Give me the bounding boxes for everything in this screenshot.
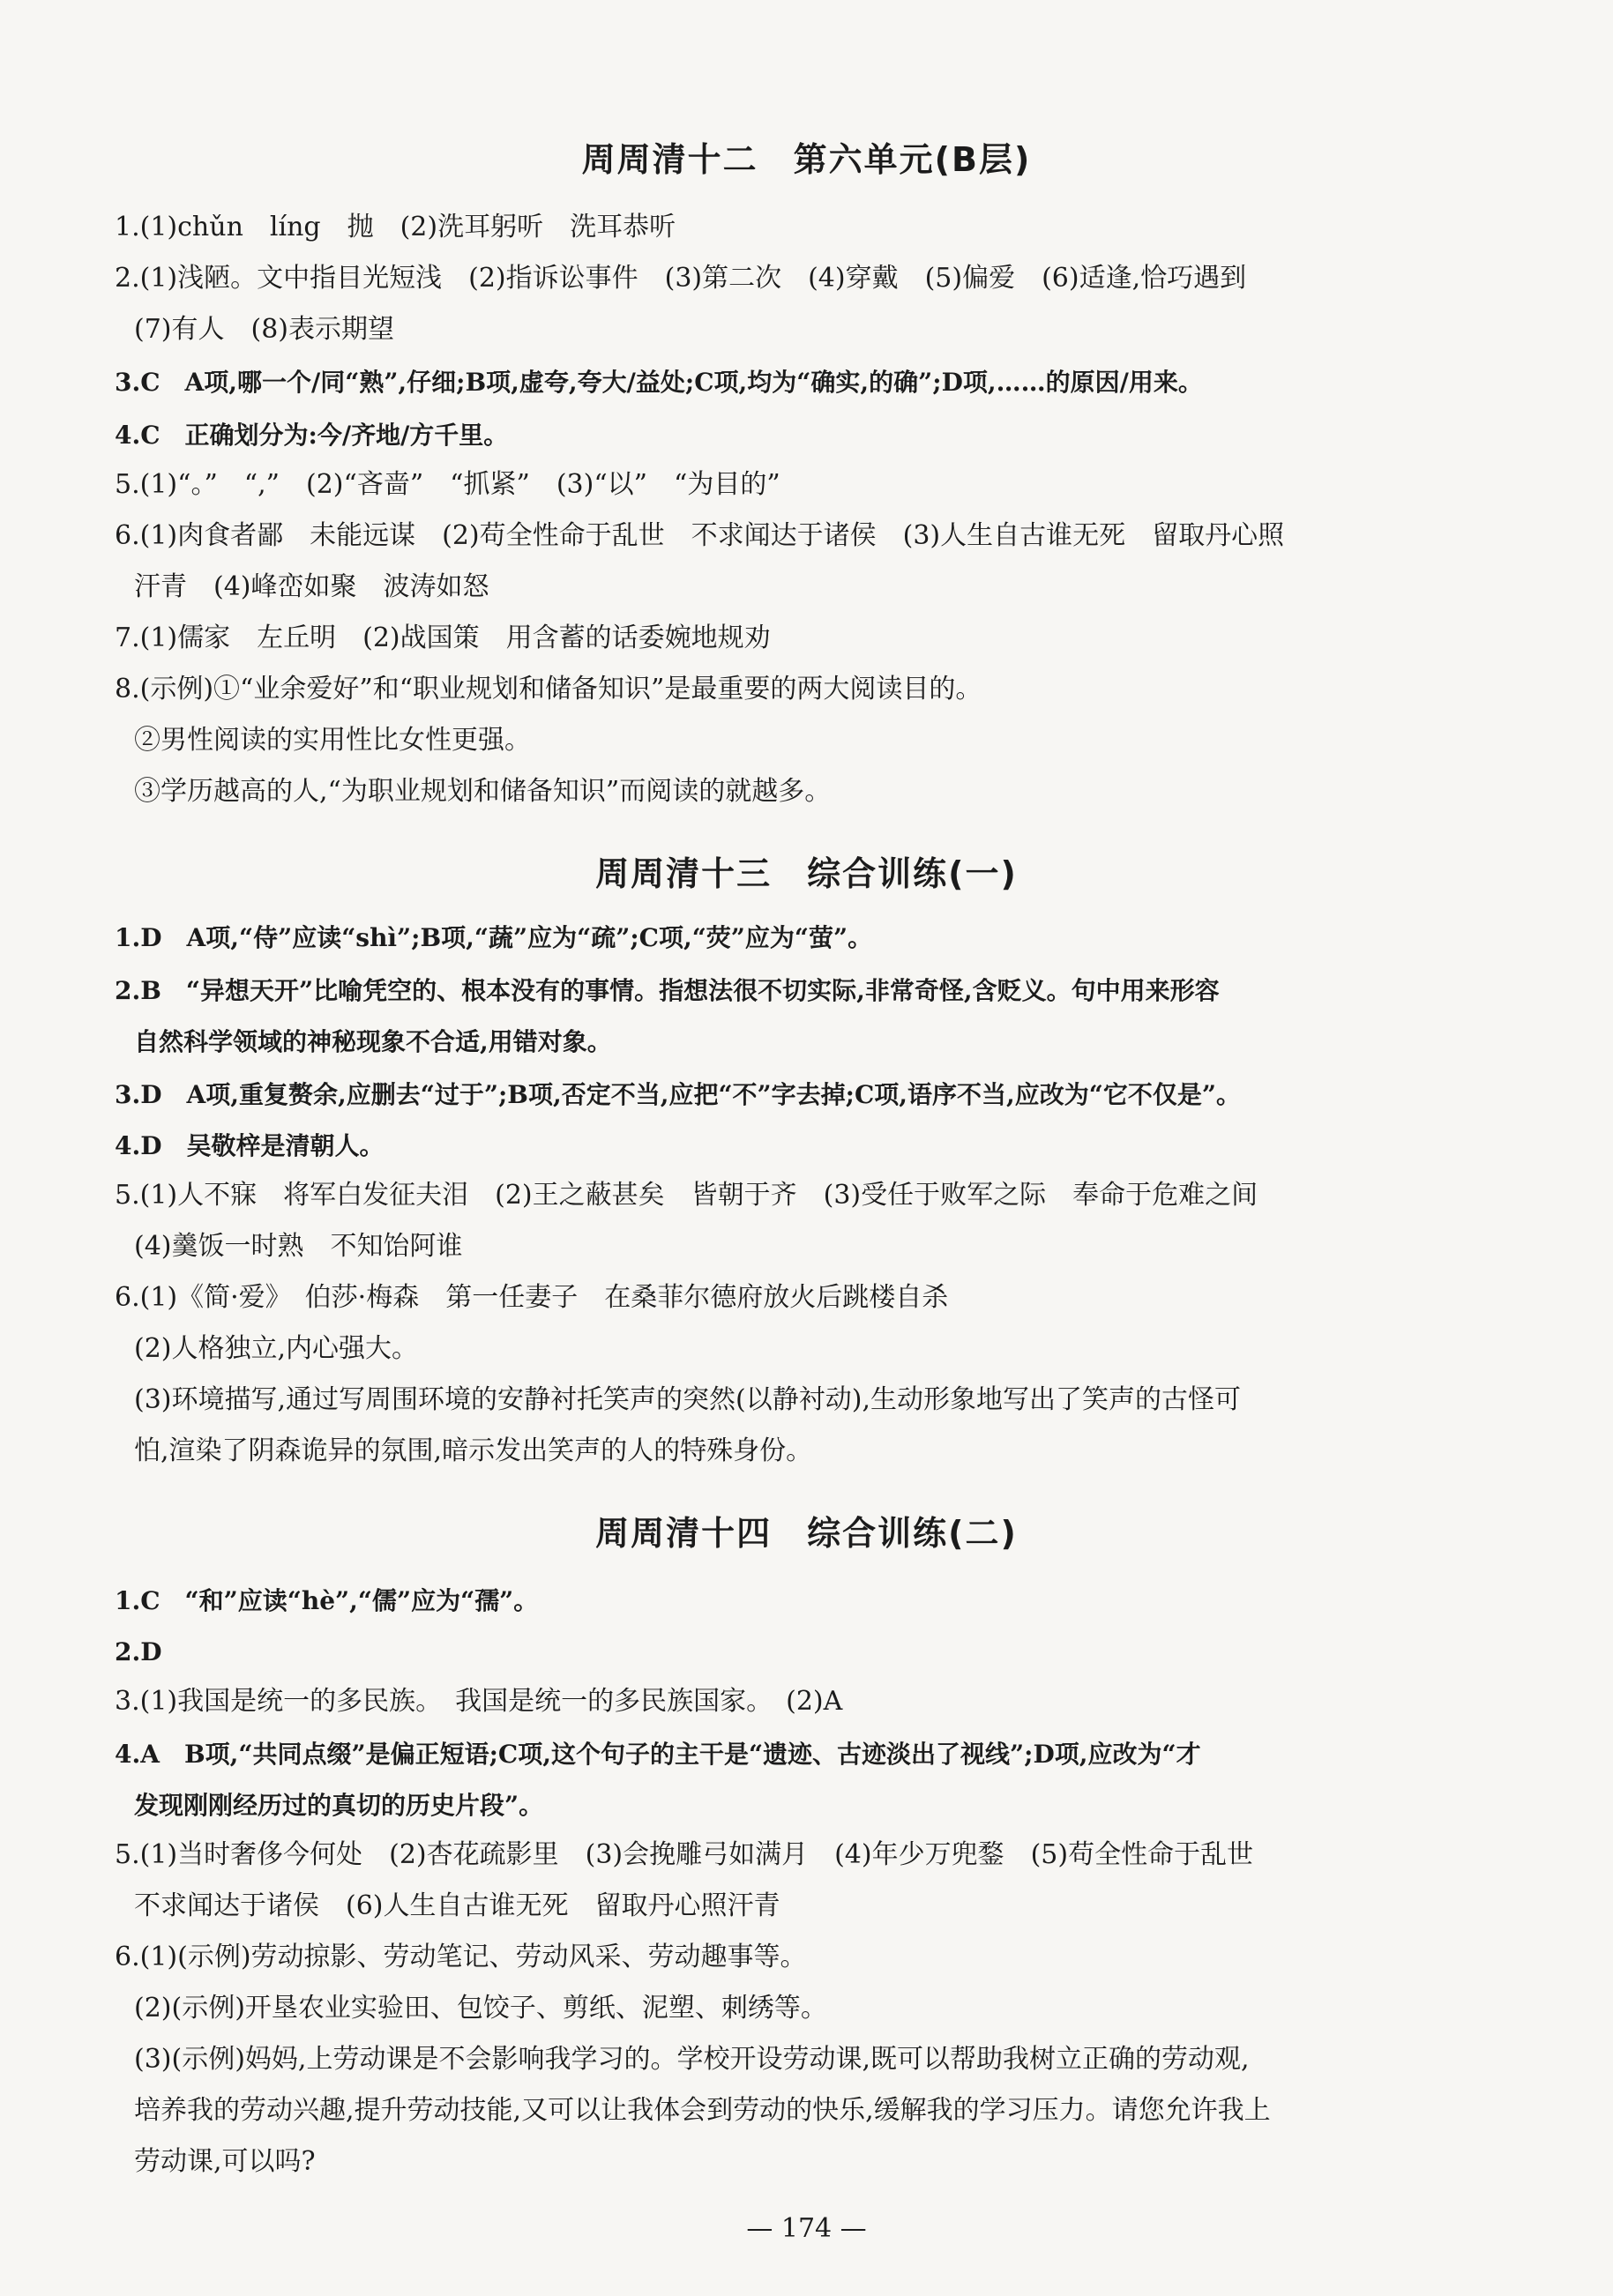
answer-line: (3)环境描写,通过写周围环境的安静衬托笑声的突然(以静衬动),生动形象地写出了笑声的古怪可 — [134, 1384, 1241, 1415]
answer-line: (7)有人 (8)表示期望 — [134, 314, 394, 345]
answer-line: 1.C “和”应读“hè”,“儒”应为“孺”。 — [115, 1586, 539, 1615]
answer-line: 怕,渲染了阴森诡异的氛围,暗示发出笑声的人的特殊身份。 — [134, 1435, 813, 1466]
answer-line: 培养我的劳动兴趣,提升劳动技能,又可以让我体会到劳动的快乐,缓解我的学习压力。请您允许我上 — [134, 2095, 1271, 2126]
answer-line: 发现刚刚经历过的真切的历史片段”。 — [134, 1791, 544, 1820]
answer-line: 5.(1)当时奢侈今何处 (2)杏花疏影里 (3)会挽雕弓如满月 (4)年少万兜鍪 (5)苟全性命于乱世 — [115, 1839, 1254, 1870]
answer-line: (2)人格独立,内心强大。 — [134, 1333, 419, 1364]
section-title-14: 周周清十四 综合训练(二) — [595, 1514, 1018, 1553]
answer-line: 3.D A项,重复赘余,应删去“过于”;B项,否定不当,应把“不”字去掉;C项,语序不当,应改为“它不仅是”。 — [115, 1080, 1241, 1109]
answer-line: 1.D A项,“侍”应读“shì”;B项,“蔬”应为“疏”;C项,“荧”应为“萤”。 — [115, 923, 873, 952]
section-title-12: 周周清十二 第六单元(B层) — [581, 140, 1032, 179]
answer-line: (3)(示例)妈妈,上劳动课是不会影响我学习的。学校开设劳动课,既可以帮助我树立正确的劳动观, — [134, 2044, 1250, 2075]
answer-line: 3.(1)我国是统一的多民族。 我国是统一的多民族国家。 (2)A — [115, 1686, 843, 1717]
answer-line: 2.B “异想天开”比喻凭空的、根本没有的事情。指想法很不切实际,非常奇怪,含贬义。句中用来形容 — [115, 976, 1220, 1005]
page-number: — 174 — — [746, 2213, 867, 2244]
answer-line: 劳动课,可以吗? — [134, 2146, 316, 2177]
answer-line: 8.(示例)①“业余爱好”和“职业规划和储备知识”是最重要的两大阅读目的。 — [115, 674, 982, 704]
answer-line: 1.(1)chǔn líng 抛 (2)洗耳躬听 洗耳恭听 — [115, 212, 676, 242]
answer-line: 4.A B项,“共同点缀”是偏正短语;C项,这个句子的主干是“遗迹、古迹淡出了视线”;D项,应改为“才 — [115, 1740, 1201, 1769]
answer-line: 5.(1)“。” “,” (2)“吝啬” “抓紧” (3)“以” “为目的” — [115, 469, 780, 500]
answer-line: 4.D 吴敬梓是清朝人。 — [115, 1131, 385, 1160]
answer-line: 汗青 (4)峰峦如聚 波涛如怒 — [134, 571, 489, 602]
answer-line: (2)(示例)开垦农业实验田、包饺子、剪纸、泥塑、刺绣等。 — [134, 1993, 827, 2024]
answer-line: 自然科学领域的神秘现象不合适,用错对象。 — [134, 1027, 612, 1056]
answer-line: 2.(1)浅陋。文中指目光短浅 (2)指诉讼事件 (3)第二次 (4)穿戴 (5)偏爱 (6)适逢,恰巧遇到 — [115, 263, 1247, 294]
answer-line: 7.(1)儒家 左丘明 (2)战国策 用含蓄的话委婉地规劝 — [115, 622, 771, 653]
answer-line: 2.D — [115, 1637, 162, 1666]
answer-line: 5.(1)人不寐 将军白发征夫泪 (2)王之蔽甚矣 皆朝于齐 (3)受任于败军之际 奉命于危难之间 — [115, 1180, 1258, 1211]
answer-line: (4)羹饭一时熟 不知饴阿谁 — [134, 1231, 463, 1262]
answer-line: 不求闻达于诸侯 (6)人生自古谁无死 留取丹心照汗青 — [134, 1890, 780, 1921]
answer-line: ③学历越高的人,“为职业规划和储备知识”而阅读的就越多。 — [134, 776, 832, 807]
answer-line: 6.(1)(示例)劳动掠影、劳动笔记、劳动风采、劳动趣事等。 — [115, 1942, 807, 1972]
section-title-13: 周周清十三 综合训练(一) — [595, 854, 1018, 893]
answer-line: 6.(1)《简·爱》 伯莎·梅森 第一任妻子 在桑菲尔德府放火后跳楼自杀 — [115, 1282, 949, 1313]
answer-line: ②男性阅读的实用性比女性更强。 — [134, 725, 531, 756]
answer-line: 6.(1)肉食者鄙 未能远谋 (2)苟全性命于乱世 不求闻达于诸侯 (3)人生自古谁无死 留取丹心照 — [115, 520, 1285, 551]
answer-line: 3.C A项,哪一个/同“熟”,仔细;B项,虚夸,夸大/益处;C项,均为“确实,的确”;D项,……的原因/用来。 — [115, 368, 1203, 397]
answer-line: 4.C 正确划分为:今/齐地/方千里。 — [115, 421, 509, 450]
